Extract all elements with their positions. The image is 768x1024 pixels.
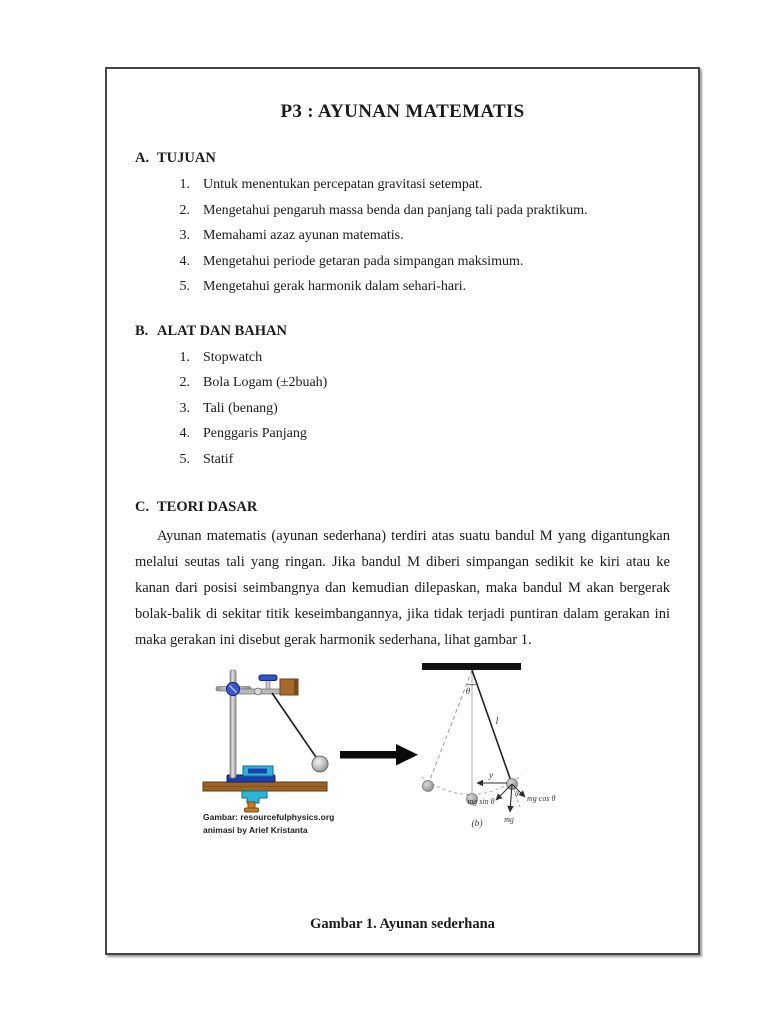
list-item-text: Untuk menentukan percepatan gravitasi setempat. [203, 177, 483, 192]
list-item [135, 370, 670, 396]
list-item-text: Bola Logam (±2buah) [203, 375, 328, 390]
list-item [135, 274, 670, 300]
arrow-head [396, 744, 418, 766]
list-item-text: Tali (benang) [203, 400, 278, 416]
list-item-text: Mengetahui periode getaran pada simpangan maksimum. [203, 253, 524, 269]
right-arrow-icon [340, 743, 420, 767]
mg-sin-vector [496, 784, 512, 800]
figure-credit-line1: Gambar: resourcefulphysics.org [203, 812, 335, 822]
list-item-number: 1. [179, 349, 190, 365]
section-alat-dan-bahan [135, 322, 670, 473]
section-b-heading-text: ALAT DAN BAHAN [157, 322, 287, 339]
list-item [135, 345, 670, 371]
list-item [135, 198, 670, 224]
list-item-number: 5. [179, 279, 190, 294]
mg-label: mg [504, 815, 514, 824]
section-a-heading [135, 149, 670, 167]
theory-paragraph: Ayunan matematis (ayunan sederhana) terdiri atas suatu bandul M yang digantungkan melalui seutas tali yang ringan. Jika bandul M diberi simpangan sedikit ke kiri atau ke kanan dari posisi seimbangnya dan kemudian dilepaskan, maka bandul M akan bergerak bolak-balik di sekitar titik keseimbangannya, jika tidak terjadi puntiran dalam gerakan ini maka gerakan ini disebut gerak harmonik sederhana, lihat gambar 1. [135, 528, 670, 648]
list-item-number: 4. [179, 426, 190, 441]
list-item [135, 172, 670, 198]
list-item-text: Statif [203, 451, 234, 467]
angle-theta-label: θ [465, 686, 471, 696]
g-clamp-upper-inner [248, 769, 267, 774]
subfigure-b-label: (b) [471, 819, 483, 829]
list-item-text: Memahami azaz ayunan matematis. [203, 228, 404, 243]
page-title: P3 : AYUNAN MATEMATIS [280, 101, 525, 122]
angle-theta-small-label: θ [515, 789, 519, 798]
clamp-joint [255, 688, 262, 695]
section-b-label: B. [135, 322, 149, 339]
section-b-heading [135, 322, 670, 340]
figure-credit [203, 811, 334, 837]
section-c-heading-text: TEORI DASAR [157, 499, 258, 515]
list-item-text: Penggaris Panjang [203, 426, 307, 441]
list-item [135, 447, 670, 473]
displacement-y-label: y [489, 770, 493, 780]
section-c-label: C. [135, 499, 150, 515]
list-item [135, 396, 670, 422]
list-item-number: 3. [179, 400, 190, 416]
statif-pendulum-illustration [195, 663, 350, 815]
section-teori-dasar [135, 498, 670, 653]
list-item-number: 5. [179, 451, 190, 467]
alat-list [135, 345, 670, 473]
string-length-label: l [495, 716, 499, 727]
section-a-label: A. [135, 150, 150, 166]
list-item-number: 3. [179, 228, 190, 243]
list-item-text: Mengetahui gerak harmonik dalam sehari-hari. [203, 279, 467, 294]
valve-handle [259, 675, 277, 681]
list-item [135, 249, 670, 275]
section-a-heading-text: TUJUAN [157, 150, 216, 166]
figure-gambar-1 [135, 663, 670, 853]
list-item-number: 2. [179, 375, 190, 390]
tujuan-list [135, 172, 670, 300]
list-item-text: Mengetahui pengaruh massa benda dan panjang tali pada praktikum. [203, 202, 588, 218]
pendulum-ball [312, 756, 328, 772]
valve-stem [266, 680, 270, 689]
list-item-number: 2. [179, 202, 190, 218]
string-line [472, 670, 512, 784]
list-item [135, 223, 670, 249]
pendulum-string [272, 693, 320, 763]
boss-block-face [294, 679, 298, 695]
figure-caption: Gambar 1. Ayunan sederhana [310, 916, 495, 932]
section-tujuan [135, 149, 670, 300]
mg-sin-label: mg sin θ [467, 797, 495, 806]
figure-credit-line2: animasi by Arief Kristanta [203, 825, 308, 835]
list-item-text: Stopwatch [203, 349, 263, 365]
ball-left [423, 781, 434, 792]
pendulum-force-diagram [419, 661, 584, 833]
mg-cos-label: mg cos θ [527, 794, 556, 803]
section-c-heading [135, 498, 670, 516]
arrow-shaft [340, 751, 398, 759]
list-item-number: 1. [179, 177, 190, 192]
list-item [135, 421, 670, 447]
list-item-number: 4. [179, 253, 190, 269]
ceiling-bar [422, 663, 521, 670]
g-clamp-lower [242, 791, 267, 803]
document-page [105, 67, 700, 955]
